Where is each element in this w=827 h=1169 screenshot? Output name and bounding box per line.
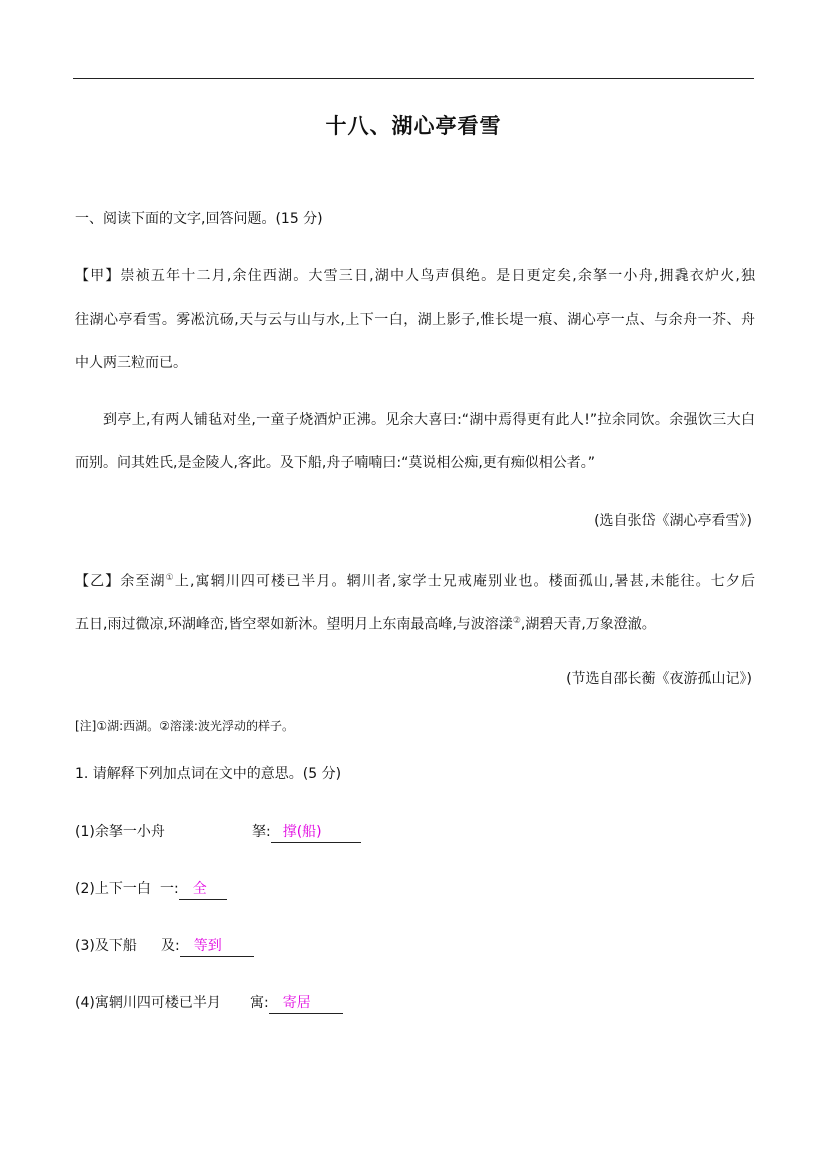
q1-item-4-answer: 寄居 bbox=[269, 993, 343, 1014]
q1-item-4-text: (4)寓辋川四可楼已半月 bbox=[75, 995, 221, 1011]
q1-item-1-word: 拏: bbox=[252, 824, 271, 840]
yi-line-1 bbox=[75, 568, 755, 592]
q1-item-3-word: 及: bbox=[161, 938, 180, 954]
jia-line-2: 往湖心亭看雪。雾凇沆砀,天与云与山与水,上下一白，湖上影子,惟长堤一痕、湖心亭一点、与余舟一芥、舟 bbox=[75, 312, 755, 328]
q1-item-4 bbox=[75, 993, 343, 1014]
page-title: 十八、湖心亭看雪 bbox=[325, 114, 502, 138]
q1-item-1 bbox=[75, 822, 361, 843]
q1-item-2-word: 一: bbox=[160, 881, 179, 897]
footnote: [注]①湖:西湖。②溶漾:波光浮动的样子。 bbox=[75, 719, 294, 733]
section-heading: 一、阅读下面的文字,回答问题。(15 分) bbox=[75, 211, 323, 227]
q1-item-2 bbox=[75, 879, 227, 900]
question-1-prompt: 1. 请解释下列加点词在文中的意思。(5 分) bbox=[75, 766, 342, 782]
footnote-marker-2: ② bbox=[512, 616, 521, 626]
q1-item-3-text: (3)及下船 bbox=[75, 938, 137, 954]
yi-line-1-a: 【乙】余至湖 bbox=[75, 573, 166, 590]
q1-item-2-answer: 全 bbox=[179, 879, 227, 900]
q1-item-1-answer: 撑(船) bbox=[271, 822, 361, 843]
jia-source: (选自张岱《湖心亭看雪》) bbox=[594, 513, 752, 529]
yi-source: (节选自邵长蘅《夜游孤山记》) bbox=[566, 671, 752, 687]
q1-item-2-text: (2)上下一白 bbox=[75, 881, 151, 897]
footnote-marker-1: ① bbox=[165, 573, 175, 583]
yi-line-1-b: 上,寓辋川四可楼已半月。辋川者,家学士兄戒庵别业也。楼面孤山,暑甚,未能往。七夕后 bbox=[174, 573, 755, 590]
header-rule bbox=[73, 78, 754, 79]
jia-line-3: 中人两三粒而已。 bbox=[75, 355, 187, 371]
yi-line-2-b: ,湖碧天青,万象澄澈。 bbox=[520, 616, 656, 633]
yi-line-2 bbox=[75, 611, 755, 635]
yi-line-2-a: 五日,雨过微凉,环湖峰峦,皆空翠如新沐。望明月上东南最高峰,与波溶漾 bbox=[75, 616, 513, 633]
jia-line-1: 【甲】崇祯五年十二月,余住西湖。大雪三日,湖中人鸟声俱绝。是日更定矣,余拏一小舟,拥毳衣炉火,独 bbox=[75, 268, 755, 284]
q1-item-3-answer: 等到 bbox=[180, 936, 254, 957]
jia-line-5: 而别。问其姓氏,是金陵人,客此。及下船,舟子喃喃曰:“莫说相公痴,更有痴似相公者。” bbox=[75, 455, 596, 471]
q1-item-1-text: (1)余拏一小舟 bbox=[75, 824, 165, 840]
jia-line-4: 到亭上,有两人铺毡对坐,一童子烧酒炉正沸。见余大喜曰:“湖中焉得更有此人!”拉余同饮。余强饮三大白 bbox=[103, 412, 755, 428]
q1-item-3 bbox=[75, 936, 254, 957]
q1-item-4-word: 寓: bbox=[250, 995, 269, 1011]
